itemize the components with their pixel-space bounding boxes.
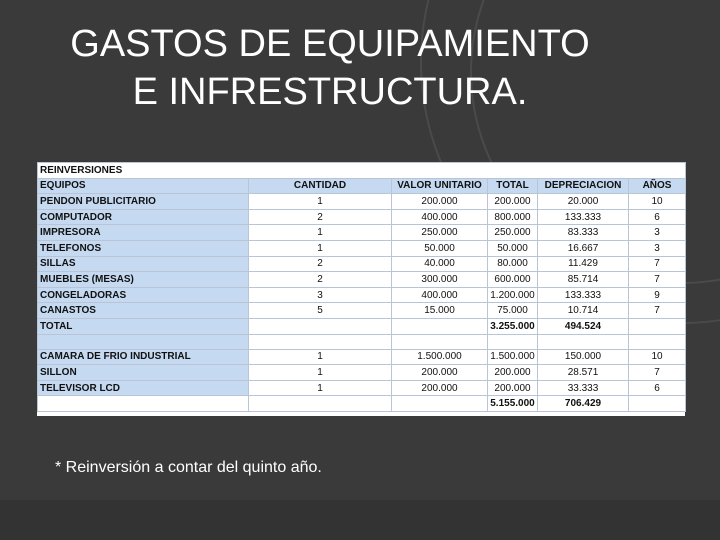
gap-cell [629, 334, 686, 349]
table-cell: 33.333 [538, 380, 629, 396]
table-cell: 7 [629, 256, 686, 272]
table-cell: 200.000 [488, 380, 538, 396]
table-cell: 300.000 [392, 272, 488, 288]
reinvestment-note: * Reinversión a contar del quinto año. [55, 459, 322, 476]
grand-total-row [38, 396, 686, 412]
gap-cell [38, 334, 249, 349]
table-cell: SILLAS [38, 256, 249, 272]
table-cell: 1 [249, 365, 392, 381]
table-cell: 200.000 [392, 380, 488, 396]
table-cell: 1 [249, 194, 392, 210]
total-empty [629, 318, 686, 334]
table-cell: 1 [249, 225, 392, 241]
table-cell: 6 [629, 209, 686, 225]
total-value: 3.255.000 [488, 318, 538, 334]
total-depreciation: 494.524 [538, 318, 629, 334]
slide-title [30, 20, 630, 116]
table-cell: 200.000 [392, 365, 488, 381]
total-label: TOTAL [38, 318, 249, 334]
reinvestment-row [38, 380, 686, 396]
table-cell: 7 [629, 303, 686, 319]
header-row [38, 178, 686, 194]
table-cell: TELEVISOR LCD [38, 380, 249, 396]
table-cell: 83.333 [538, 225, 629, 241]
table-cell: TELEFONOS [38, 240, 249, 256]
table-cell: 11.429 [538, 256, 629, 272]
table-cell: CONGELADORAS [38, 287, 249, 303]
table-row [38, 225, 686, 241]
table-row [38, 194, 686, 210]
column-header: EQUIPOS [38, 178, 249, 194]
table-cell: 10 [629, 194, 686, 210]
table-cell: CANASTOS [38, 303, 249, 319]
table-cell: 800.000 [488, 209, 538, 225]
table-cell: 250.000 [392, 225, 488, 241]
section-label: REINVERSIONES [38, 163, 686, 179]
gap-cell [538, 334, 629, 349]
table-cell: 6 [629, 380, 686, 396]
table-cell: 1.500.000 [488, 349, 538, 365]
table-row [38, 303, 686, 319]
grand-total-empty [629, 396, 686, 412]
table-cell: CAMARA DE FRIO INDUSTRIAL [38, 349, 249, 365]
table-cell: 1 [249, 240, 392, 256]
table-cell: 150.000 [538, 349, 629, 365]
table-cell: 1 [249, 349, 392, 365]
table-cell: 400.000 [392, 209, 488, 225]
table-cell: 133.333 [538, 287, 629, 303]
table-cell: 200.000 [392, 194, 488, 210]
table-cell: 1 [249, 380, 392, 396]
table-row [38, 287, 686, 303]
table-cell: 7 [629, 272, 686, 288]
grand-total-empty [392, 396, 488, 412]
table-cell: PENDON PUBLICITARIO [38, 194, 249, 210]
total-row [38, 318, 686, 334]
table-row [38, 209, 686, 225]
background-band [0, 500, 720, 540]
table-cell: 80.000 [488, 256, 538, 272]
grand-total-empty [38, 396, 249, 412]
table-cell: 600.000 [488, 272, 538, 288]
table-cell: 85.714 [538, 272, 629, 288]
gap-cell [249, 334, 392, 349]
table-row [38, 256, 686, 272]
table-cell: IMPRESORA [38, 225, 249, 241]
table-cell: 2 [249, 256, 392, 272]
table-cell: 10.714 [538, 303, 629, 319]
gap-cell [488, 334, 538, 349]
section-label-row [38, 163, 686, 179]
table-cell: 50.000 [488, 240, 538, 256]
column-header: TOTAL [488, 178, 538, 194]
slide-title-line-2: E INFRESTRUCTURA. [132, 71, 528, 113]
table-cell: 250.000 [488, 225, 538, 241]
table-cell: 20.000 [538, 194, 629, 210]
table-row [38, 272, 686, 288]
table-cell: 200.000 [488, 194, 538, 210]
reinvestment-row [38, 365, 686, 381]
table-cell: 10 [629, 349, 686, 365]
table-cell: COMPUTADOR [38, 209, 249, 225]
table-cell: SILLON [38, 365, 249, 381]
table-cell: 15.000 [392, 303, 488, 319]
gap-cell [392, 334, 488, 349]
table-cell: 400.000 [392, 287, 488, 303]
gap-row [38, 334, 686, 349]
reinvestment-row [38, 349, 686, 365]
table-cell: 1.500.000 [392, 349, 488, 365]
table-row [38, 240, 686, 256]
column-header: AÑOS [629, 178, 686, 194]
total-empty [392, 318, 488, 334]
grand-total-value: 5.155.000 [488, 396, 538, 412]
table-cell: 28.571 [538, 365, 629, 381]
table-cell: 3 [629, 240, 686, 256]
table-cell: 16.667 [538, 240, 629, 256]
table-cell: 200.000 [488, 365, 538, 381]
equipment-grid [37, 162, 686, 412]
table-cell: 2 [249, 209, 392, 225]
slide-title-line-1: GASTOS DE EQUIPAMIENTO [70, 23, 590, 65]
grand-total-depreciation: 706.429 [538, 396, 629, 412]
table-cell: 50.000 [392, 240, 488, 256]
table-cell: 133.333 [538, 209, 629, 225]
column-header: CANTIDAD [249, 178, 392, 194]
table-cell: MUEBLES (MESAS) [38, 272, 249, 288]
total-empty [249, 318, 392, 334]
equipment-table [37, 162, 685, 416]
table-cell: 2 [249, 272, 392, 288]
table-cell: 40.000 [392, 256, 488, 272]
column-header: VALOR UNITARIO [392, 178, 488, 194]
table-cell: 1.200.000 [488, 287, 538, 303]
table-cell: 5 [249, 303, 392, 319]
grand-total-empty [249, 396, 392, 412]
column-header: DEPRECIACION [538, 178, 629, 194]
table-cell: 9 [629, 287, 686, 303]
table-cell: 7 [629, 365, 686, 381]
table-cell: 3 [249, 287, 392, 303]
table-cell: 75.000 [488, 303, 538, 319]
table-cell: 3 [629, 225, 686, 241]
